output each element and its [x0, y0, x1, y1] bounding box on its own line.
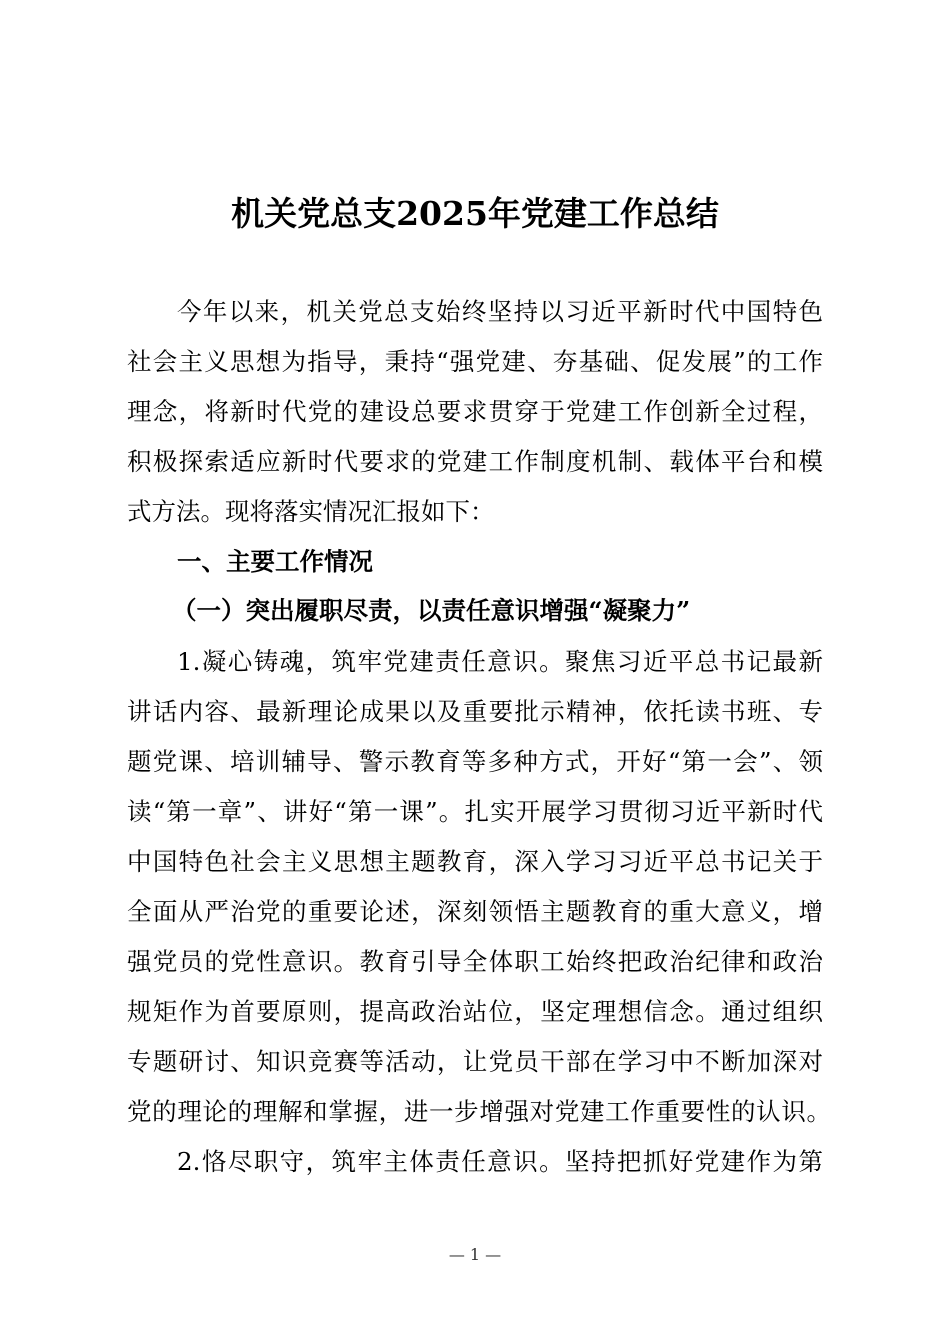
text-line: 读“第一章”、讲好“第一课”。扎实开展学习贯彻习近平新时代 [127, 797, 823, 826]
document-title: 机关党总支2025年党建工作总结 [231, 194, 719, 233]
text-line: 党的理论的理解和掌握，进一步增强对党建工作重要性的认识。 [127, 1097, 831, 1126]
text-line: 1.凝心铸魂，筑牢党建责任意识。聚焦习近平总书记最新 [177, 647, 823, 676]
text-line: 规矩作为首要原则，提高政治站位，坚定理想信念。通过组织 [127, 997, 823, 1026]
text-line: 中国特色社会主义思想主题教育，深入学习习近平总书记关于 [127, 847, 823, 876]
text-line: 今年以来，机关党总支始终坚持以习近平新时代中国特色 [177, 297, 823, 326]
text-line: 式方法。现将落实情况汇报如下： [127, 497, 495, 526]
text-line: 2.恪尽职守，筑牢主体责任意识。坚持把抓好党建作为第 [177, 1147, 823, 1176]
text-line: 全面从严治党的重要论述，深刻领悟主题教育的重大意义，增 [127, 897, 823, 926]
text-line: 社会主义思想为指导，秉持“强党建、夯基础、促发展”的工作 [127, 347, 823, 376]
subsection-heading: （一）突出履职尽责，以责任意识增强“凝聚力” [172, 596, 691, 625]
text-line: 题党课、培训辅导、警示教育等多种方式，开好“第一会”、领 [127, 747, 823, 776]
text-line: 专题研讨、知识竞赛等活动，让党员干部在学习中不断加深对 [127, 1047, 823, 1076]
text-line: 积极探索适应新时代要求的党建工作制度机制、载体平台和模 [127, 447, 823, 476]
text-line: 强党员的党性意识。教育引导全体职工始终把政治纪律和政治 [127, 947, 823, 976]
text-line: 讲话内容、最新理论成果以及重要批示精神，依托读书班、专 [127, 697, 823, 726]
text-line: 理念，将新时代党的建设总要求贯穿于党建工作创新全过程， [127, 397, 823, 426]
section-heading: 一、主要工作情况 [177, 547, 373, 576]
page-number: — 1 — [448, 1245, 502, 1264]
